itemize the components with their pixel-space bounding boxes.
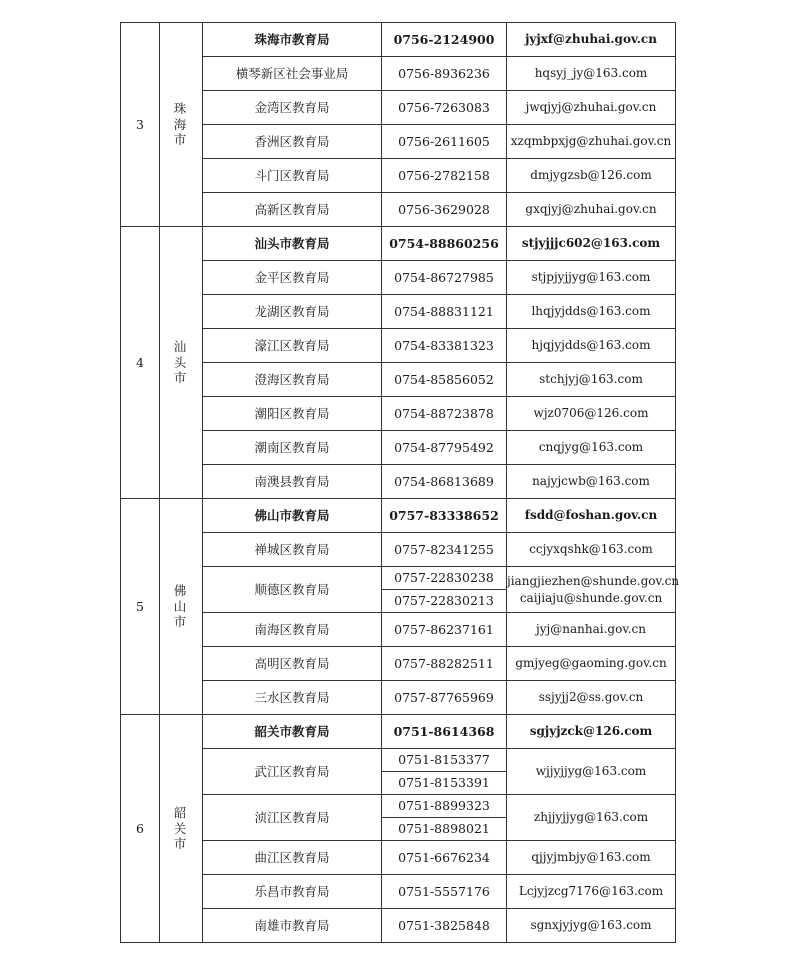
phone-number: 0751-8898021 — [382, 818, 507, 841]
group-number: 4 — [121, 227, 160, 499]
table-row — [121, 227, 676, 261]
email-address-secondary: caijiaju@shunde.gov.cn — [519, 590, 663, 605]
email-address: fsdd@foshan.gov.cn — [507, 499, 676, 533]
email-address: wjz0706@126.com — [507, 397, 676, 431]
phone-number: 0751-8614368 — [382, 715, 507, 749]
email-address: qjjyjmbjy@163.com — [507, 841, 676, 875]
agency-name: 高新区教育局 — [203, 193, 382, 227]
table-row — [121, 567, 676, 590]
group-number: 3 — [121, 23, 160, 227]
email-address: gxqjyj@zhuhai.gov.cn — [507, 193, 676, 227]
phone-number: 0754-88831121 — [382, 295, 507, 329]
email-address: wjjyjjyg@163.com — [507, 749, 676, 795]
agency-name: 金湾区教育局 — [203, 91, 382, 125]
table-row — [121, 125, 676, 159]
group-number: 5 — [121, 499, 160, 715]
phone-number: 0757-22830213 — [382, 590, 507, 613]
agency-name: 三水区教育局 — [203, 681, 382, 715]
table-row — [121, 295, 676, 329]
agency-name: 浈江区教育局 — [203, 795, 382, 841]
agency-name: 佛山市教育局 — [203, 499, 382, 533]
city-name: 韶关市 — [160, 715, 203, 943]
agency-name: 澄海区教育局 — [203, 363, 382, 397]
email-address: sgnxjyjyg@163.com — [507, 909, 676, 943]
phone-number: 0754-86727985 — [382, 261, 507, 295]
phone-number: 0751-5557176 — [382, 875, 507, 909]
email-address: najyjcwb@163.com — [507, 465, 676, 499]
table-row — [121, 91, 676, 125]
phone-number: 0751-6676234 — [382, 841, 507, 875]
phone-number: 0757-86237161 — [382, 613, 507, 647]
agency-name: 龙湖区教育局 — [203, 295, 382, 329]
phone-number: 0756-2611605 — [382, 125, 507, 159]
agency-name: 高明区教育局 — [203, 647, 382, 681]
email-address — [507, 567, 680, 613]
table-row — [121, 749, 676, 772]
agency-name: 禅城区教育局 — [203, 533, 382, 567]
agency-name: 南澳县教育局 — [203, 465, 382, 499]
table-row — [121, 715, 676, 749]
email-address: jyjxf@zhuhai.gov.cn — [507, 23, 676, 57]
table-row — [121, 499, 676, 533]
contact-table — [120, 22, 680, 943]
phone-number: 0754-87795492 — [382, 431, 507, 465]
agency-name: 汕头市教育局 — [203, 227, 382, 261]
table-row — [121, 159, 676, 193]
phone-number: 0757-22830238 — [382, 567, 507, 590]
email-address: stjpjyjjyg@163.com — [507, 261, 676, 295]
city-name: 汕头市 — [160, 227, 203, 499]
email-address: Lcjyjzcg7176@163.com — [507, 875, 676, 909]
agency-name: 乐昌市教育局 — [203, 875, 382, 909]
email-address: jyj@nanhai.gov.cn — [507, 613, 676, 647]
agency-name: 顺德区教育局 — [203, 567, 382, 613]
table-row — [121, 647, 676, 681]
email-address: hqsyj_jy@163.com — [507, 57, 676, 91]
phone-number: 0757-88282511 — [382, 647, 507, 681]
phone-number: 0756-3629028 — [382, 193, 507, 227]
group-number: 6 — [121, 715, 160, 943]
email-address: gmjyeg@gaoming.gov.cn — [507, 647, 676, 681]
agency-name: 香洲区教育局 — [203, 125, 382, 159]
agency-name: 曲江区教育局 — [203, 841, 382, 875]
phone-number: 0756-8936236 — [382, 57, 507, 91]
phone-number: 0751-3825848 — [382, 909, 507, 943]
phone-number: 0754-83381323 — [382, 329, 507, 363]
phone-number: 0754-88723878 — [382, 397, 507, 431]
table-row — [121, 681, 676, 715]
table-row — [121, 57, 676, 91]
agency-name: 濠江区教育局 — [203, 329, 382, 363]
phone-number: 0754-88860256 — [382, 227, 507, 261]
phone-number: 0754-85856052 — [382, 363, 507, 397]
agency-name: 南雄市教育局 — [203, 909, 382, 943]
city-name: 佛山市 — [160, 499, 203, 715]
table-row — [121, 875, 676, 909]
table-row — [121, 533, 676, 567]
email-address: stjyjjjc602@163.com — [507, 227, 676, 261]
agency-name: 武江区教育局 — [203, 749, 382, 795]
agency-name: 横琴新区社会事业局 — [203, 57, 382, 91]
phone-number: 0751-8153391 — [382, 772, 507, 795]
email-address: stchjyj@163.com — [507, 363, 676, 397]
phone-number: 0757-87765969 — [382, 681, 507, 715]
table-row — [121, 363, 676, 397]
email-address: xzqmbpxjg@zhuhai.gov.cn — [507, 125, 676, 159]
table-row — [121, 329, 676, 363]
agency-name: 斗门区教育局 — [203, 159, 382, 193]
agency-name: 金平区教育局 — [203, 261, 382, 295]
phone-number: 0757-82341255 — [382, 533, 507, 567]
table-row — [121, 261, 676, 295]
table-row — [121, 465, 676, 499]
email-address: ssjyjj2@ss.gov.cn — [507, 681, 676, 715]
phone-number: 0757-83338652 — [382, 499, 507, 533]
agency-name: 潮南区教育局 — [203, 431, 382, 465]
phone-number: 0756-2124900 — [382, 23, 507, 57]
email-address: lhqjyjdds@163.com — [507, 295, 676, 329]
phone-number: 0751-8153377 — [382, 749, 507, 772]
agency-name: 南海区教育局 — [203, 613, 382, 647]
email-address: zhjjyjjyg@163.com — [507, 795, 676, 841]
email-address-primary: jiangjiezhen@shunde.gov.cn — [507, 573, 680, 588]
email-address: ccjyxqshk@163.com — [507, 533, 676, 567]
email-address: dmjygzsb@126.com — [507, 159, 676, 193]
agency-name: 潮阳区教育局 — [203, 397, 382, 431]
table-row — [121, 795, 676, 818]
phone-number: 0756-7263083 — [382, 91, 507, 125]
phone-number: 0756-2782158 — [382, 159, 507, 193]
email-address: sgjyjzck@126.com — [507, 715, 676, 749]
table-row — [121, 909, 676, 943]
agency-name: 韶关市教育局 — [203, 715, 382, 749]
phone-number: 0751-8899323 — [382, 795, 507, 818]
table-row — [121, 613, 676, 647]
email-address: cnqjyg@163.com — [507, 431, 676, 465]
table-row — [121, 397, 676, 431]
table-row — [121, 23, 676, 57]
table-row — [121, 431, 676, 465]
email-address: jwqjyj@zhuhai.gov.cn — [507, 91, 676, 125]
email-address: hjqjyjdds@163.com — [507, 329, 676, 363]
table-row — [121, 193, 676, 227]
city-name: 珠海市 — [160, 23, 203, 227]
agency-name: 珠海市教育局 — [203, 23, 382, 57]
phone-number: 0754-86813689 — [382, 465, 507, 499]
table-row — [121, 841, 676, 875]
